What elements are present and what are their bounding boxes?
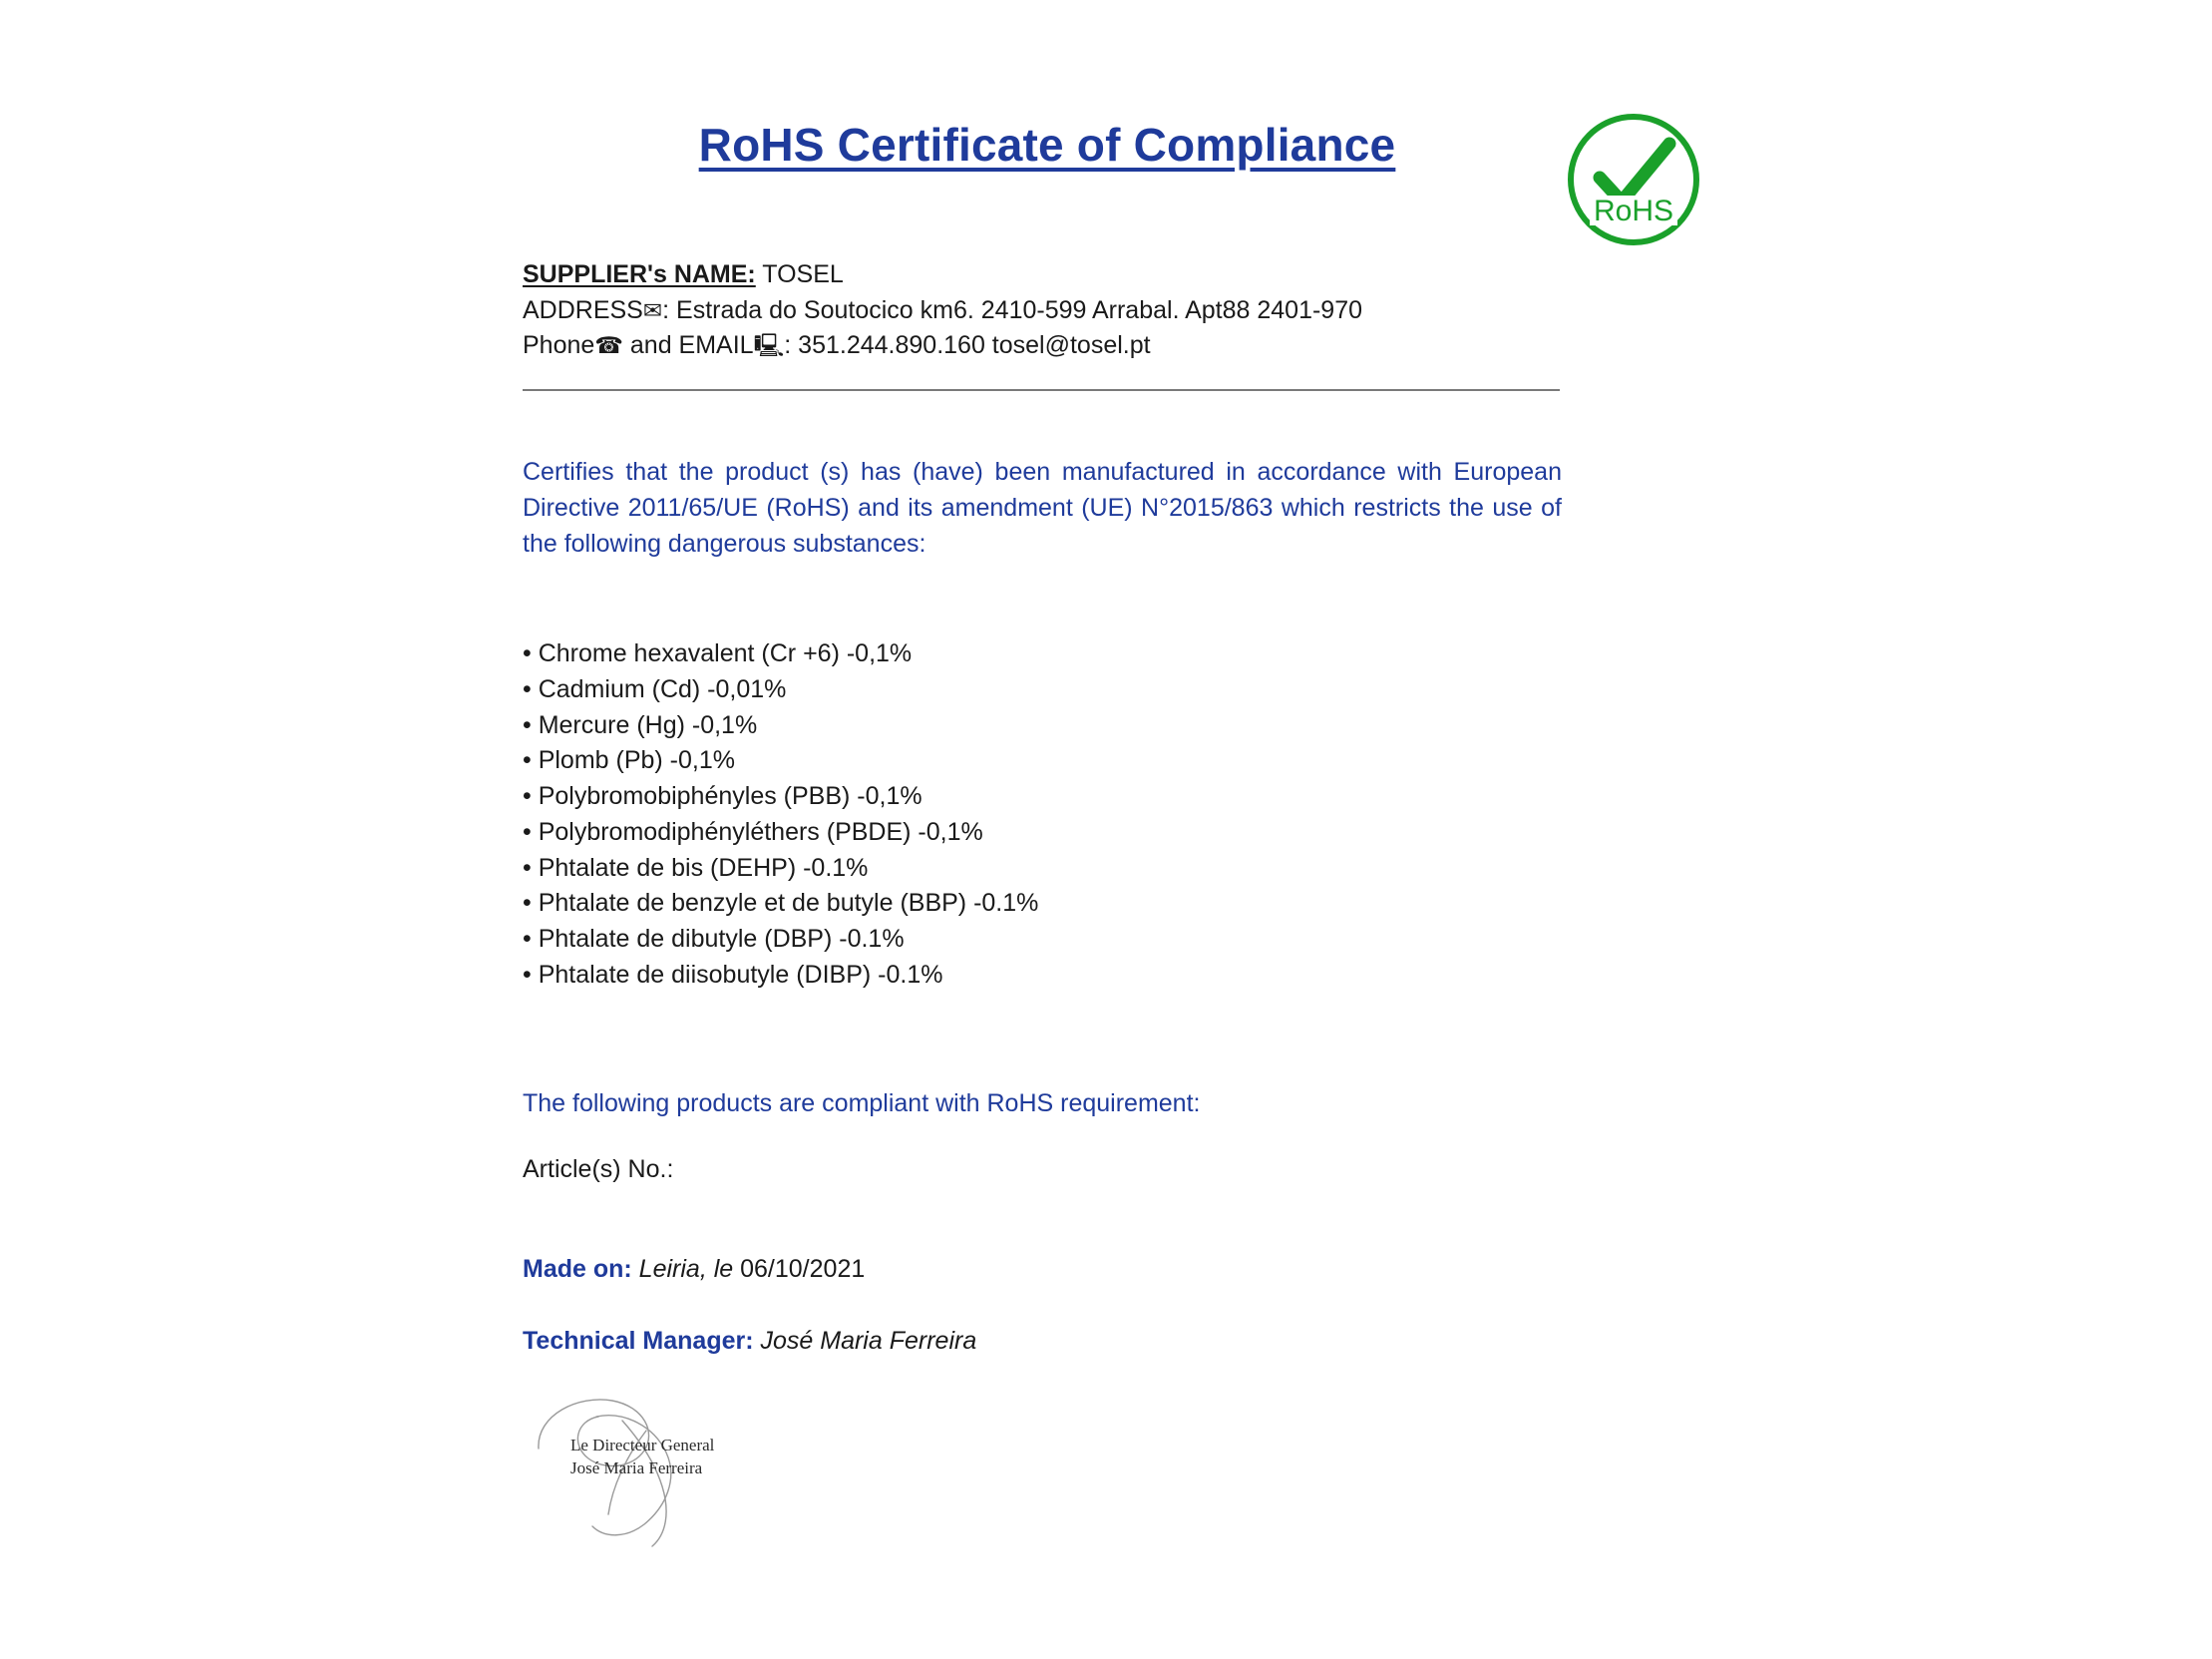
and-email-label: and EMAIL bbox=[622, 331, 754, 359]
telephone-icon: ☎ bbox=[594, 333, 623, 359]
supplier-block bbox=[523, 257, 1560, 364]
contact-value: : 351.244.890.160 tosel@tosel.pt bbox=[784, 331, 1151, 359]
envelope-icon: ✉ bbox=[642, 297, 663, 324]
signature-caption bbox=[570, 1435, 714, 1480]
substances-list bbox=[523, 636, 1560, 994]
supplier-contact-line bbox=[523, 328, 1560, 364]
article-number-label: Article(s) No.: bbox=[523, 1155, 674, 1183]
list-item: • Polybromodiphényléthers (PBDE) -0,1% bbox=[523, 817, 983, 846]
list-item: • Cadmium (Cd) -0,01% bbox=[523, 674, 787, 703]
list-item: • Phtalate de dibutyle (DBP) -0.1% bbox=[523, 925, 905, 953]
made-on-place: Leiria, le bbox=[638, 1255, 734, 1283]
page-title: RoHS Certificate of Compliance bbox=[698, 119, 1396, 171]
divider bbox=[523, 389, 1560, 391]
list-item: • Mercure (Hg) -0,1% bbox=[523, 710, 758, 739]
list-item: • Polybromobiphényles (PBB) -0,1% bbox=[523, 782, 922, 810]
certifies-paragraph: Certifies that the product (s) has (have) been manufactured in accordance with European Directive 2011/65/UE (RoHS) and its amendment (UE) N°2015/863 which restricts the use of the following dangerous substances: bbox=[523, 458, 1562, 558]
list-item: • Phtalate de benzyle et de butyle (BBP) -0.1% bbox=[523, 889, 1039, 918]
supplier-name-label: SUPPLIER's NAME: bbox=[523, 260, 756, 288]
list-item: • Plomb (Pb) -0,1% bbox=[523, 746, 735, 775]
signature-caption-line2: José Maria Ferreira bbox=[570, 1457, 703, 1477]
address-label: ADDRESS bbox=[523, 295, 643, 324]
made-on-line bbox=[523, 1255, 865, 1284]
technical-manager-label: Technical Manager: bbox=[523, 1327, 754, 1355]
signature-caption-line1: Le Directeur General bbox=[570, 1436, 715, 1454]
phone-label: Phone bbox=[523, 331, 595, 359]
technical-manager-line bbox=[523, 1327, 976, 1356]
list-item: • Phtalate de diisobutyle (DIBP) -0.1% bbox=[523, 960, 943, 989]
technical-manager-name: José Maria Ferreira bbox=[760, 1327, 977, 1355]
svg-text:RoHS: RoHS bbox=[1593, 195, 1674, 227]
supplier-name-value: TOSEL bbox=[762, 260, 844, 288]
made-on-label: Made on: bbox=[523, 1255, 632, 1283]
address-value: : Estrada do Soutocico km6. 2410-599 Arrabal. Apt88 2401-970 bbox=[662, 295, 1363, 324]
supplier-name-line bbox=[523, 257, 1560, 293]
rohs-badge bbox=[1562, 108, 1705, 251]
compliance-note: The following products are compliant with RoHS requirement: bbox=[523, 1089, 1201, 1117]
supplier-address-line bbox=[523, 293, 1560, 329]
made-on-date: 06/10/2021 bbox=[740, 1255, 866, 1283]
list-item: • Phtalate de bis (DEHP) -0.1% bbox=[523, 853, 869, 882]
computer-icon: 🖳 bbox=[753, 333, 785, 359]
list-item: • Chrome hexavalent (Cr +6) -0,1% bbox=[523, 639, 913, 667]
